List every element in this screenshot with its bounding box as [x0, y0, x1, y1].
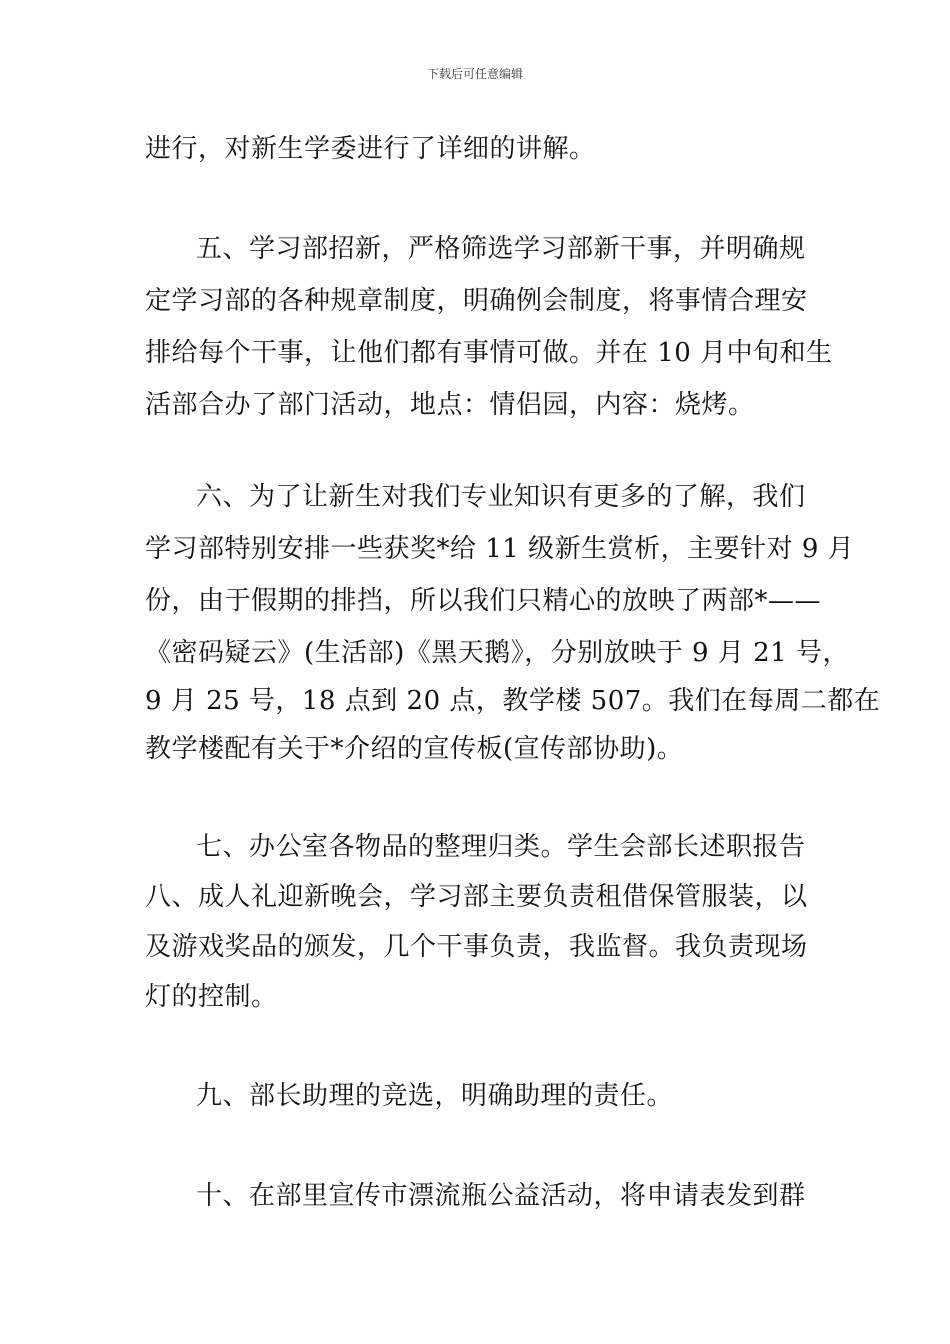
text-line: 七、办公室各物品的整理归类。学生会部长述职报告 [196, 832, 806, 862]
text-line: 六、为了让新生对我们专业知识有更多的了解，我们 [196, 482, 806, 512]
text-line: 灯的控制。 [145, 982, 278, 1012]
text-line: 五、学习部招新，严格筛选学习部新干事，并明确规 [196, 234, 806, 264]
text-line: 十、在部里宣传市漂流瓶公益活动，将申请表发到群 [196, 1181, 806, 1211]
text-line: 9 月 25 号，18 点到 20 点，教学楼 507。我们在每周二都在 [145, 686, 881, 716]
text-line: 活部合办了部门活动，地点：情侣园，内容：烧烤。 [145, 390, 755, 420]
text-line: 定学习部的各种规章制度，明确例会制度，将事情合理安 [145, 286, 808, 316]
text-line: 教学楼配有关于*介绍的宣传板(宣传部协助)。 [145, 734, 684, 764]
text-line: 九、部长助理的竞选，明确助理的责任。 [196, 1081, 674, 1111]
page-header: 下载后可任意编辑 [426, 67, 523, 81]
text-line: 《密码疑云》(生活部)《黑天鹅》，分别放映于 9 月 21 号， [145, 638, 849, 668]
text-line: 及游戏奖品的颁发，几个干事负责，我监督。我负责现场 [145, 932, 808, 962]
text-line: 八、成人礼迎新晚会，学习部主要负责租借保管服装，以 [145, 882, 808, 912]
text-line: 份，由于假期的排挡，所以我们只精心的放映了两部*—— [145, 586, 822, 616]
text-line: 学习部特别安排一些获奖*给 11 级新生赏析，主要针对 9 月 [145, 534, 855, 564]
text-line: 排给每个干事，让他们都有事情可做。并在 10 月中旬和生 [145, 338, 833, 368]
text-line: 进行，对新生学委进行了详细的讲解。 [145, 134, 596, 164]
